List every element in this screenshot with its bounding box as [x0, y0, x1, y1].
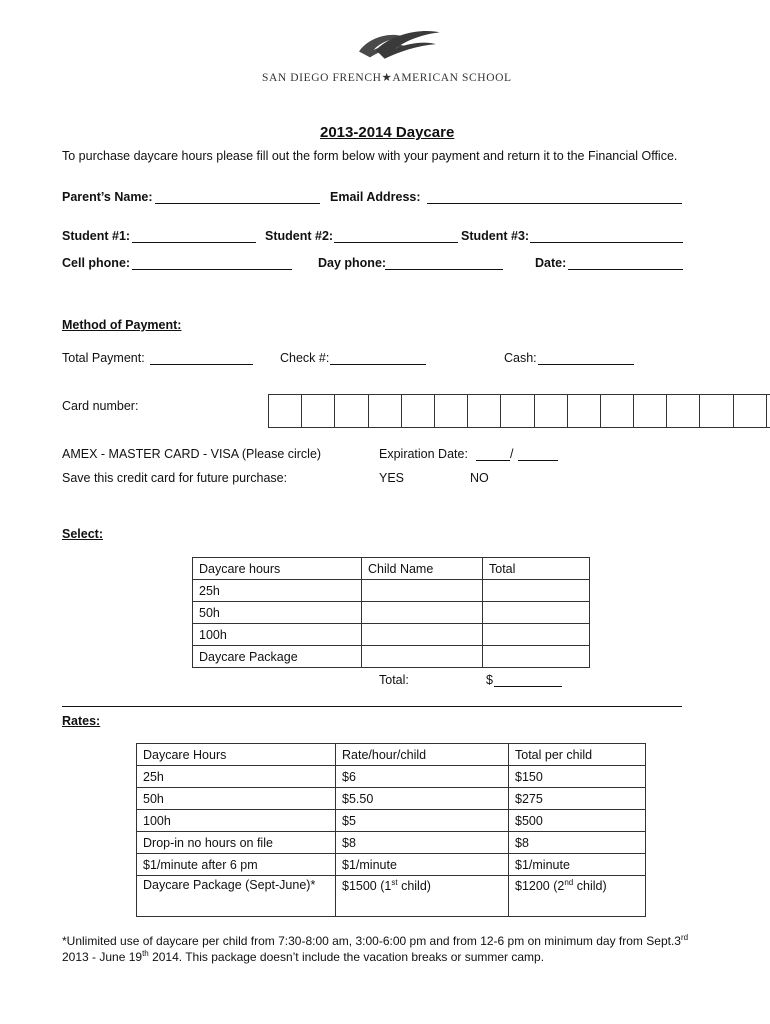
day-phone-field[interactable]	[385, 256, 503, 270]
expiration-label: Expiration Date:	[379, 447, 468, 461]
select-header-cell: Total	[483, 558, 590, 580]
footnote-line1-sup: rd	[680, 933, 689, 942]
total-cell[interactable]	[483, 624, 590, 646]
rates-table	[136, 743, 646, 917]
card-digit-box[interactable]	[269, 395, 302, 427]
table-row	[137, 766, 646, 788]
card-digit-box[interactable]	[402, 395, 435, 427]
save-card-yes[interactable]: YES	[379, 471, 405, 485]
date-label: Date:	[535, 256, 567, 270]
footnote-line2	[62, 949, 544, 964]
bird-logo-icon	[262, 28, 522, 72]
card-digit-box[interactable]	[700, 395, 733, 427]
rates-cell: Drop-in no hours on file	[137, 832, 336, 854]
select-total-dollar: $	[486, 673, 493, 687]
rates-cell: $1/minute	[509, 854, 646, 876]
package-total-post: child)	[573, 879, 607, 894]
star-icon: ★	[381, 72, 393, 84]
total-cell[interactable]	[483, 580, 590, 602]
footnote-line2-pre: 2013 - June 19	[62, 950, 143, 964]
card-digit-box[interactable]	[734, 395, 767, 427]
select-total-field[interactable]	[494, 673, 562, 687]
table-row	[137, 788, 646, 810]
payment-heading: Method of Payment:	[62, 318, 182, 332]
expiration-year-field[interactable]	[518, 447, 558, 461]
child-name-cell[interactable]	[362, 624, 483, 646]
rates-header-cell: Daycare Hours	[137, 744, 336, 766]
student1-label: Student #1:	[62, 229, 131, 243]
card-digit-box[interactable]	[667, 395, 700, 427]
total-cell[interactable]	[483, 602, 590, 624]
rates-cell: $6	[336, 766, 509, 788]
card-digit-box[interactable]	[634, 395, 667, 427]
save-card-label: Save this credit card for future purchase:	[62, 471, 288, 485]
cell-phone-field[interactable]	[132, 256, 292, 270]
card-digit-box[interactable]	[568, 395, 601, 427]
select-hours-cell: Daycare Package	[193, 646, 362, 668]
rates-cell: $1/minute	[336, 854, 509, 876]
school-name-left: SAN DIEGO FRENCH	[262, 72, 382, 84]
package-rate-sup: st	[391, 878, 398, 887]
footnote-line1-text: *Unlimited use of daycare per child from 7:30-8:00 am, 3:00-6:00 pm and from 12-6 pm on minimum day from Sept.3	[62, 934, 681, 948]
rates-cell: $275	[509, 788, 646, 810]
card-types: AMEX - MASTER CARD - VISA (Please circle)	[62, 447, 322, 461]
table-row	[137, 854, 646, 876]
rates-cell: $500	[509, 810, 646, 832]
card-digit-box[interactable]	[468, 395, 501, 427]
table-row	[137, 832, 646, 854]
student1-field[interactable]	[132, 229, 256, 243]
select-hours-cell: 50h	[193, 602, 362, 624]
select-heading: Select:	[62, 527, 103, 541]
rates-heading: Rates:	[62, 714, 101, 728]
instructions: To purchase daycare hours please fill out the form below with your payment and return it to the Financial Office.	[62, 149, 678, 163]
rates-cell: $5.50	[336, 788, 509, 810]
rates-cell: $8	[336, 832, 509, 854]
card-digit-box[interactable]	[601, 395, 634, 427]
expiration-slash: /	[510, 447, 514, 461]
card-number-boxes[interactable]	[268, 394, 770, 428]
select-table	[192, 557, 590, 668]
card-digit-box[interactable]	[535, 395, 568, 427]
email-field[interactable]	[427, 190, 682, 204]
table-row	[137, 876, 646, 917]
package-total-sup: nd	[564, 878, 574, 887]
select-header-cell: Child Name	[362, 558, 483, 580]
table-row	[193, 602, 590, 624]
card-digit-box[interactable]	[501, 395, 534, 427]
rates-table-header	[137, 744, 646, 766]
footnote-line1	[62, 933, 688, 948]
school-name	[262, 70, 512, 84]
total-payment-label: Total Payment:	[62, 351, 145, 365]
rates-cell: 50h	[137, 788, 336, 810]
footnote-line2-sup: th	[142, 949, 149, 958]
select-header-cell: Daycare hours	[193, 558, 362, 580]
card-digit-box[interactable]	[335, 395, 368, 427]
school-name-right: AMERICAN SCHOOL	[392, 72, 512, 84]
cash-field[interactable]	[538, 351, 634, 365]
footnote-line2-post: 2014. This package doesn’t include the vacation breaks or summer camp.	[148, 950, 545, 964]
select-table-header	[193, 558, 590, 580]
table-row	[193, 580, 590, 602]
select-total-label: Total:	[379, 673, 409, 687]
rates-cell: Daycare Package (Sept-June)*	[137, 876, 336, 917]
rates-cell-package-total	[509, 876, 646, 917]
check-label: Check #:	[280, 351, 330, 365]
table-row	[137, 810, 646, 832]
rates-cell-package-rate	[336, 876, 509, 917]
package-rate-pre: $1500 (1	[342, 879, 392, 894]
student2-field[interactable]	[334, 229, 458, 243]
rates-cell: 100h	[137, 810, 336, 832]
email-label: Email Address:	[330, 190, 421, 204]
child-name-cell[interactable]	[362, 580, 483, 602]
table-row	[193, 624, 590, 646]
package-total-pre: $1200 (2	[515, 879, 565, 894]
total-payment-field[interactable]	[150, 351, 253, 365]
save-card-no[interactable]: NO	[470, 471, 489, 485]
package-rate-post: child)	[397, 879, 431, 894]
card-digit-box[interactable]	[302, 395, 335, 427]
expiration-month-field[interactable]	[476, 447, 510, 461]
cash-label: Cash:	[504, 351, 537, 365]
card-digit-box[interactable]	[435, 395, 468, 427]
card-digit-box[interactable]	[369, 395, 402, 427]
total-cell[interactable]	[483, 646, 590, 668]
student2-label: Student #2:	[265, 229, 334, 243]
rates-cell: $8	[509, 832, 646, 854]
card-number-label: Card number:	[62, 399, 139, 413]
rates-header-cell: Rate/hour/child	[336, 744, 509, 766]
parent-name-label: Parent’s Name:	[62, 190, 153, 204]
cell-phone-label: Cell phone:	[62, 256, 131, 270]
child-name-cell[interactable]	[362, 646, 483, 668]
select-hours-cell: 25h	[193, 580, 362, 602]
rates-cell: $5	[336, 810, 509, 832]
student3-field[interactable]	[530, 229, 683, 243]
date-field[interactable]	[568, 256, 683, 270]
page-title: 2013-2014 Daycare	[320, 124, 455, 141]
select-hours-cell: 100h	[193, 624, 362, 646]
child-name-cell[interactable]	[362, 602, 483, 624]
table-row	[193, 646, 590, 668]
day-phone-label: Day phone:	[318, 256, 387, 270]
rates-cell: $150	[509, 766, 646, 788]
divider	[62, 706, 682, 707]
student3-label: Student #3:	[461, 229, 530, 243]
rates-cell: 25h	[137, 766, 336, 788]
rates-cell: $1/minute after 6 pm	[137, 854, 336, 876]
check-field[interactable]	[330, 351, 426, 365]
rates-header-cell: Total per child	[509, 744, 646, 766]
parent-name-field[interactable]	[155, 190, 320, 204]
